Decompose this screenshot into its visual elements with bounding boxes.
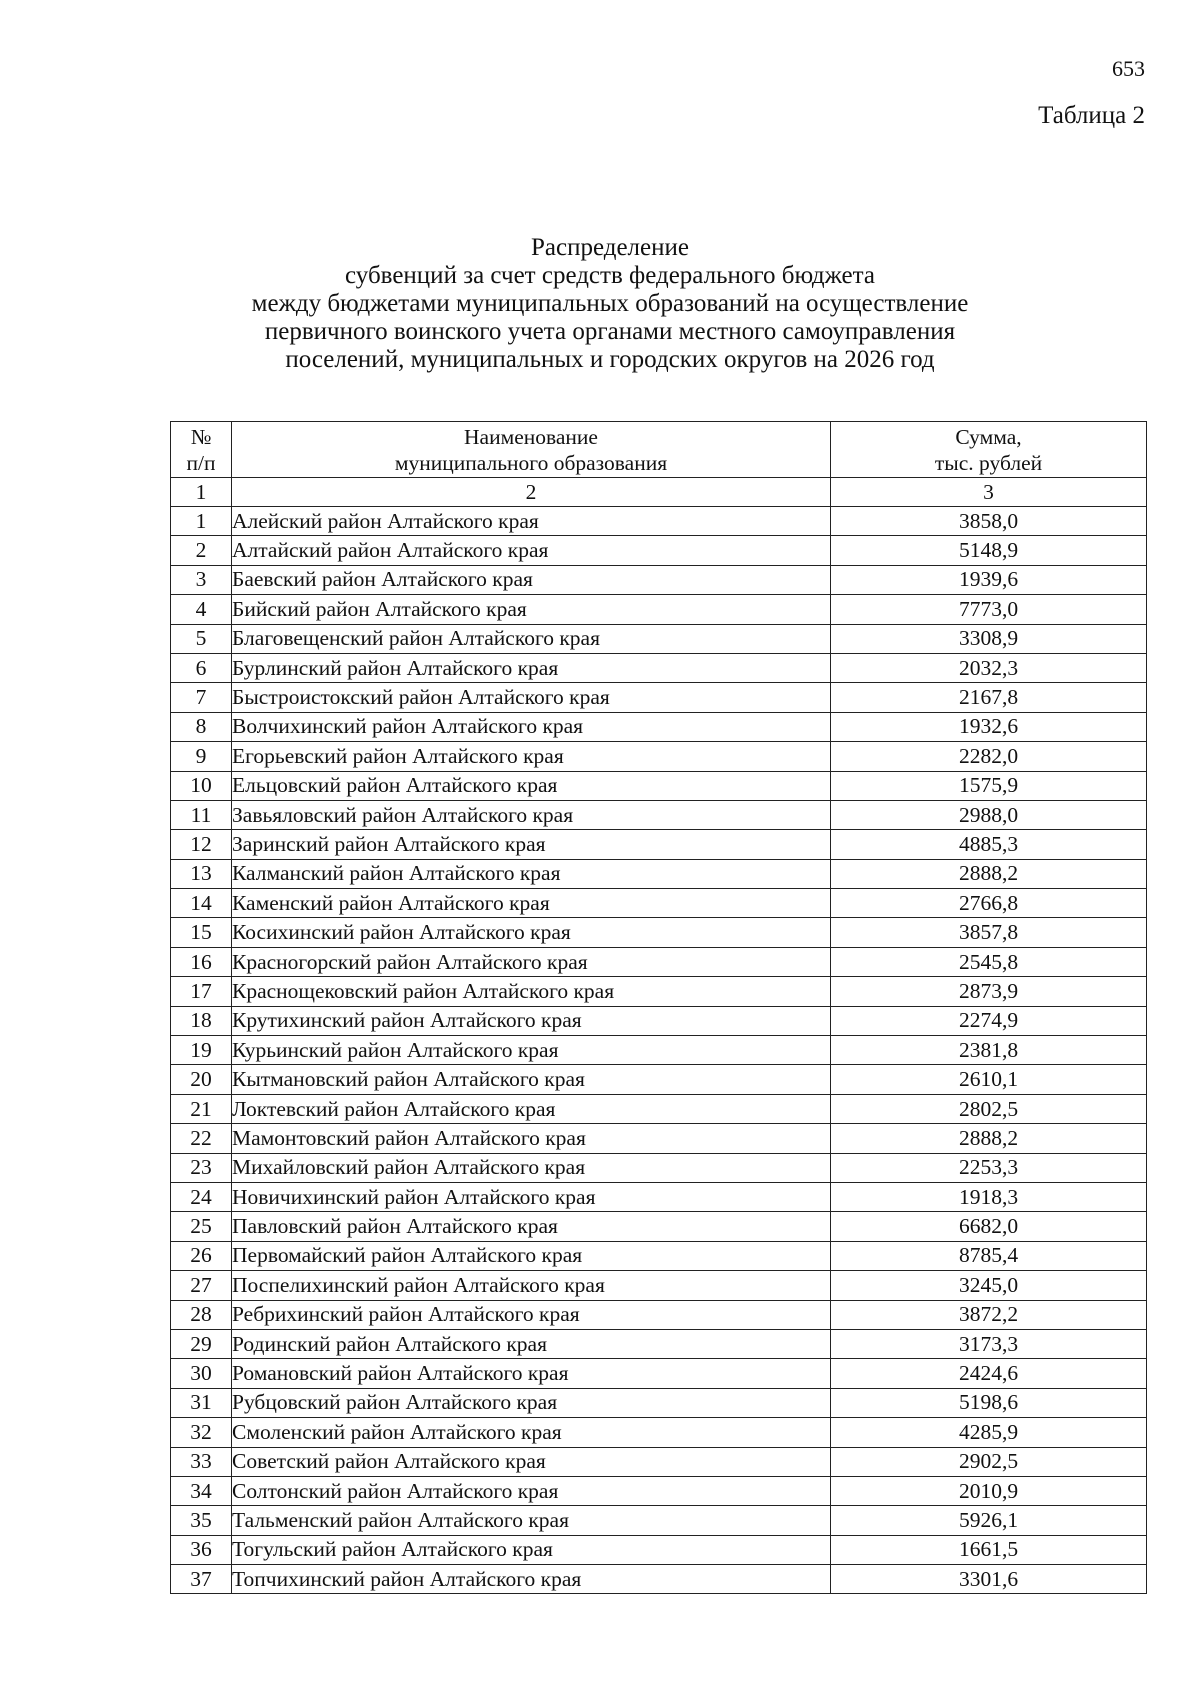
row-number: 34 (171, 1476, 232, 1505)
table-row (171, 918, 1147, 947)
row-number: 22 (171, 1124, 232, 1153)
row-amount: 2253,3 (831, 1153, 1147, 1182)
row-municipality: Топчихинский район Алтайского края (232, 1565, 831, 1594)
table-row (171, 595, 1147, 624)
table-row (171, 1182, 1147, 1211)
row-amount: 2988,0 (831, 800, 1147, 829)
row-number: 14 (171, 889, 232, 918)
table-row (171, 565, 1147, 594)
row-amount: 6682,0 (831, 1212, 1147, 1241)
row-number: 31 (171, 1388, 232, 1417)
table-row (171, 1212, 1147, 1241)
row-amount: 1918,3 (831, 1182, 1147, 1211)
row-amount: 2888,2 (831, 859, 1147, 888)
header-sum: Сумма, тыс. рублей (831, 422, 1147, 478)
column-index: 1 (171, 478, 232, 507)
row-amount: 5926,1 (831, 1506, 1147, 1535)
row-amount: 3857,8 (831, 918, 1147, 947)
row-number: 21 (171, 1094, 232, 1123)
table-header-row (171, 422, 1147, 478)
table-row (171, 859, 1147, 888)
table-row (171, 1241, 1147, 1270)
row-amount: 1661,5 (831, 1535, 1147, 1564)
row-amount: 2282,0 (831, 742, 1147, 771)
table-row (171, 653, 1147, 682)
row-municipality: Благовещенский район Алтайского края (232, 624, 831, 653)
table-row (171, 889, 1147, 918)
row-amount: 1932,6 (831, 712, 1147, 741)
row-amount: 2381,8 (831, 1036, 1147, 1065)
row-municipality: Бийский район Алтайского края (232, 595, 831, 624)
column-index: 3 (831, 478, 1147, 507)
table-row (171, 624, 1147, 653)
row-amount: 2424,6 (831, 1359, 1147, 1388)
row-municipality: Калманский район Алтайского края (232, 859, 831, 888)
row-number: 4 (171, 595, 232, 624)
row-municipality: Ельцовский район Алтайского края (232, 771, 831, 800)
row-number: 2 (171, 536, 232, 565)
row-municipality: Романовский район Алтайского края (232, 1359, 831, 1388)
row-municipality: Каменский район Алтайского края (232, 889, 831, 918)
row-municipality: Тальменский район Алтайского края (232, 1506, 831, 1535)
row-number: 15 (171, 918, 232, 947)
row-amount: 3245,0 (831, 1271, 1147, 1300)
header-number: № п/п (171, 422, 232, 478)
table-row (171, 1329, 1147, 1358)
row-municipality: Кытмановский район Алтайского края (232, 1065, 831, 1094)
table-row (171, 1506, 1147, 1535)
row-number: 3 (171, 565, 232, 594)
row-amount: 2032,3 (831, 653, 1147, 682)
row-municipality: Тогульский район Алтайского края (232, 1535, 831, 1564)
row-municipality: Волчихинский район Алтайского края (232, 712, 831, 741)
row-amount: 2010,9 (831, 1476, 1147, 1505)
row-amount: 3858,0 (831, 507, 1147, 536)
table-row (171, 1388, 1147, 1417)
row-number: 35 (171, 1506, 232, 1535)
table-row (171, 1006, 1147, 1035)
row-municipality: Рубцовский район Алтайского края (232, 1388, 831, 1417)
row-number: 11 (171, 800, 232, 829)
row-municipality: Михайловский район Алтайского края (232, 1153, 831, 1182)
row-amount: 3872,2 (831, 1300, 1147, 1329)
row-municipality: Смоленский район Алтайского края (232, 1418, 831, 1447)
table-row (171, 1124, 1147, 1153)
row-municipality: Бурлинский район Алтайского края (232, 653, 831, 682)
row-number: 25 (171, 1212, 232, 1241)
table-row (171, 1418, 1147, 1447)
row-number: 5 (171, 624, 232, 653)
table-row (171, 536, 1147, 565)
row-amount: 2545,8 (831, 947, 1147, 976)
column-index-row (171, 478, 1147, 507)
row-number: 13 (171, 859, 232, 888)
table-row (171, 1065, 1147, 1094)
row-number: 33 (171, 1447, 232, 1476)
table-row (171, 1476, 1147, 1505)
row-amount: 4285,9 (831, 1418, 1147, 1447)
table-row (171, 683, 1147, 712)
table-row (171, 800, 1147, 829)
row-amount: 3301,6 (831, 1565, 1147, 1594)
row-number: 16 (171, 947, 232, 976)
table-row (171, 977, 1147, 1006)
table-row (171, 1447, 1147, 1476)
row-municipality: Красногорский район Алтайского края (232, 947, 831, 976)
row-amount: 4885,3 (831, 830, 1147, 859)
row-number: 6 (171, 653, 232, 682)
row-municipality: Егорьевский район Алтайского края (232, 742, 831, 771)
table-row (171, 1359, 1147, 1388)
title-line: между бюджетами муниципальных образований на осуществление (251, 290, 969, 317)
row-amount: 5198,6 (831, 1388, 1147, 1417)
table-row (171, 507, 1147, 536)
title-line: поселений, муниципальных и городских округов на 2026 год (285, 346, 935, 373)
row-number: 1 (171, 507, 232, 536)
table-row (171, 712, 1147, 741)
column-index: 2 (232, 478, 831, 507)
row-municipality: Заринский район Алтайского края (232, 830, 831, 859)
row-amount: 8785,4 (831, 1241, 1147, 1270)
row-amount: 2888,2 (831, 1124, 1147, 1153)
row-number: 12 (171, 830, 232, 859)
row-number: 36 (171, 1535, 232, 1564)
table-label: Таблица 2 (1038, 102, 1145, 129)
table-row (171, 771, 1147, 800)
row-number: 37 (171, 1565, 232, 1594)
row-municipality: Родинский район Алтайского края (232, 1329, 831, 1358)
row-municipality: Крутихинский район Алтайского края (232, 1006, 831, 1035)
row-municipality: Косихинский район Алтайского края (232, 918, 831, 947)
row-municipality: Мамонтовский район Алтайского края (232, 1124, 831, 1153)
table-row (171, 742, 1147, 771)
row-municipality: Советский район Алтайского края (232, 1447, 831, 1476)
table-row (171, 1565, 1147, 1594)
row-number: 8 (171, 712, 232, 741)
row-municipality: Поспелихинский район Алтайского края (232, 1271, 831, 1300)
row-municipality: Завьяловский район Алтайского края (232, 800, 831, 829)
title-line: субвенций за счет средств федерального бюджета (345, 262, 875, 289)
table-row (171, 830, 1147, 859)
row-number: 23 (171, 1153, 232, 1182)
row-municipality: Алейский район Алтайского края (232, 507, 831, 536)
row-municipality: Павловский район Алтайского края (232, 1212, 831, 1241)
table-row (171, 1094, 1147, 1123)
row-amount: 2274,9 (831, 1006, 1147, 1035)
row-amount: 2167,8 (831, 683, 1147, 712)
row-number: 30 (171, 1359, 232, 1388)
distribution-table (170, 421, 1147, 1594)
title-line: первичного воинского учета органами местного самоуправления (264, 318, 956, 345)
row-number: 28 (171, 1300, 232, 1329)
row-municipality: Баевский район Алтайского края (232, 565, 831, 594)
row-municipality: Краснощековский район Алтайского края (232, 977, 831, 1006)
row-amount: 2766,8 (831, 889, 1147, 918)
row-number: 24 (171, 1182, 232, 1211)
row-municipality: Быстроистокский район Алтайского края (232, 683, 831, 712)
row-amount: 5148,9 (831, 536, 1147, 565)
row-number: 29 (171, 1329, 232, 1358)
page-number: 653 (1112, 56, 1145, 81)
row-number: 17 (171, 977, 232, 1006)
row-number: 26 (171, 1241, 232, 1270)
document-title (180, 234, 1040, 374)
row-municipality: Курьинский район Алтайского края (232, 1036, 831, 1065)
row-amount: 1939,6 (831, 565, 1147, 594)
row-number: 7 (171, 683, 232, 712)
row-municipality: Алтайский район Алтайского края (232, 536, 831, 565)
row-municipality: Первомайский район Алтайского края (232, 1241, 831, 1270)
table-row (171, 1153, 1147, 1182)
row-amount: 2902,5 (831, 1447, 1147, 1476)
row-municipality: Локтевский район Алтайского края (232, 1094, 831, 1123)
row-amount: 3308,9 (831, 624, 1147, 653)
row-number: 18 (171, 1006, 232, 1035)
row-amount: 7773,0 (831, 595, 1147, 624)
title-line: Распределение (531, 234, 689, 261)
row-amount: 2610,1 (831, 1065, 1147, 1094)
row-number: 9 (171, 742, 232, 771)
row-number: 10 (171, 771, 232, 800)
row-number: 27 (171, 1271, 232, 1300)
row-amount: 2802,5 (831, 1094, 1147, 1123)
table-row (171, 1300, 1147, 1329)
row-amount: 1575,9 (831, 771, 1147, 800)
row-number: 32 (171, 1418, 232, 1447)
table-row (171, 1036, 1147, 1065)
row-municipality: Ребрихинский район Алтайского края (232, 1300, 831, 1329)
table-row (171, 1271, 1147, 1300)
row-amount: 3173,3 (831, 1329, 1147, 1358)
row-amount: 2873,9 (831, 977, 1147, 1006)
row-number: 19 (171, 1036, 232, 1065)
table-row (171, 1535, 1147, 1564)
row-municipality: Солтонский район Алтайского края (232, 1476, 831, 1505)
header-name: Наименование муниципального образования (232, 422, 831, 478)
table-row (171, 947, 1147, 976)
row-number: 20 (171, 1065, 232, 1094)
row-municipality: Новичихинский район Алтайского края (232, 1182, 831, 1211)
